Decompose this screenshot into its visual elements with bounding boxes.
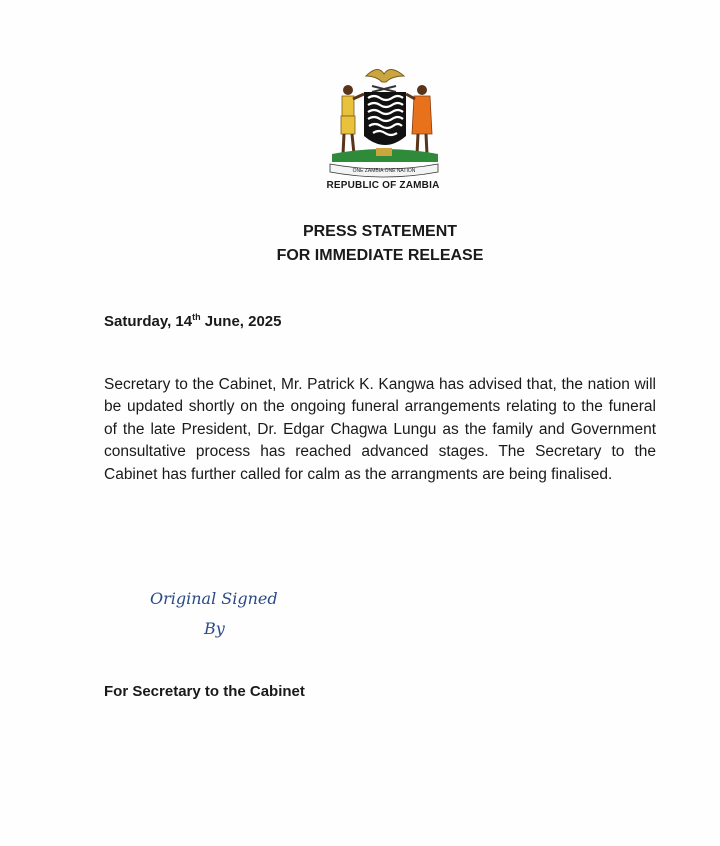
date-ordinal: th — [192, 312, 201, 322]
statement-heading — [200, 220, 560, 268]
country-name: REPUBLIC OF ZAMBIA — [326, 180, 440, 191]
svg-text:ONE ZAMBIA ONE NATION: ONE ZAMBIA ONE NATION — [352, 168, 416, 174]
statement-body: Secretary to the Cabinet, Mr. Patrick K. Kangwa has advised that, the nation will be updated shortly on the ongoing funeral arrangements relating to the funeral of the late President, Dr. Edgar Chagwa Lungu as the family and Government consultative process has reached advanced stages. The Secretary to the Cabinet has further called for calm as the arrangments are being finalised. — [104, 376, 656, 483]
signature-by: By — [204, 619, 225, 638]
statement-date — [104, 312, 282, 330]
heading-line-immediate-release: FOR IMMEDIATE RELEASE — [276, 247, 484, 264]
coat-of-arms-emblem — [326, 62, 442, 180]
date-suffix: June, 2025 — [200, 313, 282, 330]
signatory-title: For Secretary to the Cabinet — [104, 683, 305, 700]
date-prefix: Saturday, 14 — [104, 313, 193, 330]
heading-line-press-statement: PRESS STATEMENT — [302, 223, 458, 240]
signature-block — [150, 584, 300, 644]
signature-original-signed: Original Signed — [150, 589, 278, 608]
